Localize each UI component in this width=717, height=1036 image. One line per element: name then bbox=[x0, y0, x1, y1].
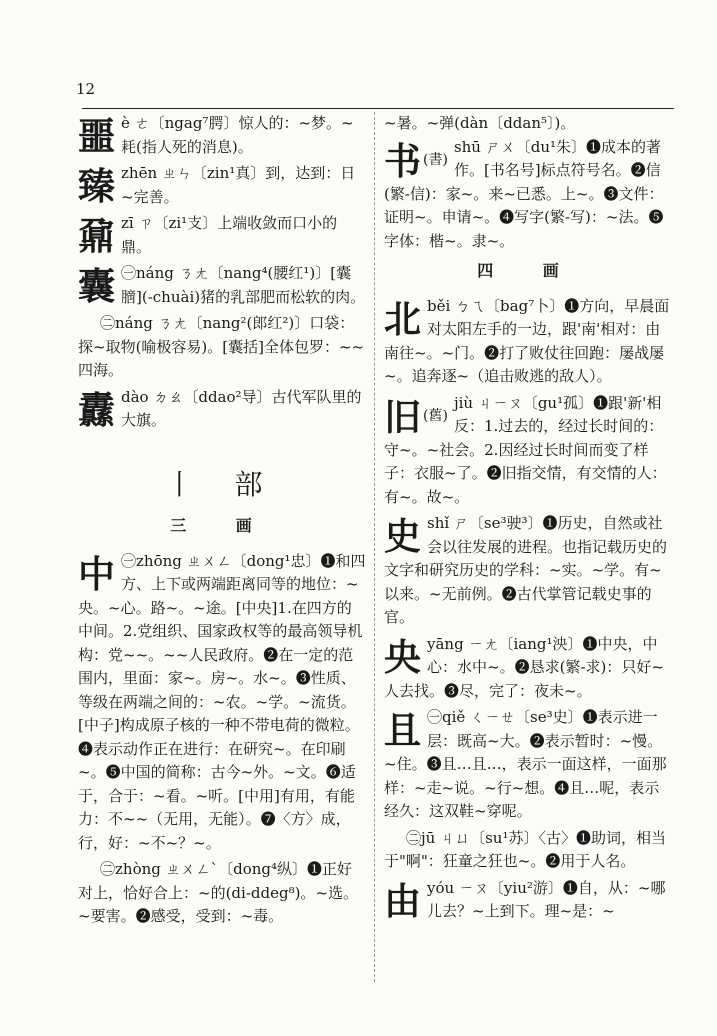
header-rule bbox=[82, 108, 674, 109]
headword: 书 $^{(書)}$ bbox=[384, 138, 448, 183]
headword: 纛 bbox=[78, 387, 115, 432]
headword: 噩 bbox=[78, 114, 115, 158]
entry-text: běi ㄅㄟ〔bag⁷卜〕❶方向，早晨面对太阳左手的一边，跟'南'相对：由南往~。~门。❷打了败仗往回跑：屡战屡~。追奔逐~（追击败逃的敌人）。 bbox=[384, 296, 670, 385]
headword: 旧 $^{(舊)}$ bbox=[384, 394, 448, 439]
headword: 由 bbox=[384, 878, 421, 923]
dict-entry bbox=[78, 262, 366, 309]
entry-sub-reading: ㊁náng ㄋㄤ〔nang²(郎红²)〕口袋：探~取物(喻极容易)。[囊括]全体包罗：~~四海。 bbox=[78, 314, 365, 379]
page-number: 12 bbox=[76, 80, 96, 98]
entry-text: dào ㄉㄠ〔ddao²导〕古代军队里的大旗。 bbox=[121, 387, 362, 429]
continued-text: ~暑。~弹(dàn〔ddan⁵〕)。 bbox=[384, 114, 576, 132]
dict-entry bbox=[384, 706, 674, 824]
dict-entry bbox=[384, 633, 674, 704]
right-column bbox=[384, 112, 674, 927]
entry-text: zhēn ㄓㄣ〔zin¹真〕到，达到：日~完善。 bbox=[121, 164, 356, 206]
stroke-count-heading: 四 画 bbox=[477, 261, 581, 280]
entry-text: ㊀zhōng ㄓㄨㄥ〔dong¹忠〕❶和四方、上下或两端距离同等的地位：~央。~心。路~。~途。[中央]1.在四方的中间。2.党组织、国家政权等的最高领导机构：党~~。~~人民政府。❷在一定的范围内，里面：家~。房~。水~。❸性质、等级在两端之间的：~农。~学。~流货。[中子]构成原子核的一种不带电荷的微粒。❹表示动作正在进行：在研究~。在印刷~。❺中国的简称：古今~外。~文。❻适于，合于：~看。~听。[中用]有用，有能力：不~~（无用，无能）。❼〈方〉成，行，好：~不~？~。 bbox=[78, 551, 366, 852]
entry-text: shū ㄕㄨ〔du¹朱〕❶成本的著作。[书名号]标点符号名。❷信(繁-信)：家~。来~已悉。上~。❸文件：证明~。申请~。❹写字(繁-写)：~法。❺字体：楷~。隶~。 bbox=[384, 137, 664, 250]
entry-sub-reading: ㊁zhòng ㄓㄨㄥˋ〔dong⁴纵〕❶正好对上，恰好合上：~的(di-ddeg⁸)。~选。~要害。❷感受，受到：~毒。 bbox=[78, 860, 359, 925]
traditional-form: (舊) bbox=[423, 407, 448, 424]
entry-text: jiù ㄐㄧㄡ〔gu¹孤〕❶跟'新'相反：1.过去的，经过长时间的：守~。~社会。2.因经过长时间而变了样子：衣服~了。❷旧指交情，有交情的人：有~。故~。 bbox=[384, 393, 667, 506]
traditional-form: (書) bbox=[423, 151, 448, 168]
stroke-count-heading: 三 画 bbox=[170, 516, 274, 535]
headword: 鼐 bbox=[78, 214, 115, 258]
dict-entry bbox=[78, 550, 366, 856]
dict-entry bbox=[78, 212, 366, 259]
left-column bbox=[78, 112, 366, 932]
radical-section-title: 丨 部 bbox=[165, 467, 279, 501]
dict-entry bbox=[384, 136, 674, 254]
entry-text: shǐ ㄕ〔se³驶³〕❶历史，自然或社会以往发展的进程。也指记载历史的文字和研究历史的学科：~实。~学。有~以来。~无前例。❷古代掌管记载史事的官。 bbox=[384, 514, 668, 626]
headword: 央 bbox=[384, 634, 421, 679]
dict-entry bbox=[384, 877, 674, 924]
dict-entry bbox=[78, 386, 366, 433]
dict-entry bbox=[78, 162, 366, 209]
headword: 且 bbox=[384, 708, 421, 752]
headword: 中 bbox=[78, 551, 115, 596]
entry-text: zī ㄗ〔zi¹支〕上端收敛而口小的鼎。 bbox=[121, 214, 338, 256]
entry-text: yóu ㄧㄡ〔yiu²游〕❶自，从：~哪儿去？~上到下。理~是：~ bbox=[427, 878, 666, 920]
entry-text: yāng ㄧㄤ〔iang¹泱〕❶中央，中心：水中~。❷恳求(繁-求)：只好~人去找。❸尽，完了：夜未~。 bbox=[384, 634, 664, 700]
dict-entry bbox=[384, 392, 674, 510]
dict-entry bbox=[384, 295, 674, 389]
headword: 囊 bbox=[78, 264, 115, 308]
entry-text: è ㄜ〔ngag⁷腭〕惊人的：~梦。~耗(指人死的消息)。 bbox=[121, 114, 354, 156]
dict-entry bbox=[384, 512, 674, 630]
column-divider bbox=[374, 112, 375, 982]
headword: 北 bbox=[384, 296, 421, 341]
entry-sub-reading: ㊁jū ㄐㄩ〔su¹苏〕〈古〉❶助词，相当于"啊"：狂童之狂也~。❷用于人名。 bbox=[384, 828, 666, 870]
entry-text: ㊀qiě ㄑㄧㄝ〔se³史〕❶表示进一层：既高~大。❷表示暂时：~慢。~住。❸且…且…，表示一面这样，一面那样：~走~说。~行~想。❹且…呢，表示经久：这双鞋~穿呢。 bbox=[384, 708, 667, 820]
entry-text: ㊀náng ㄋㄤ〔nang⁴(腰红¹)〕[囊膪](-chuài)猪的乳部肥而松软的肉。 bbox=[121, 264, 366, 306]
dict-entry bbox=[78, 112, 366, 159]
headword: 臻 bbox=[78, 164, 115, 208]
headword: 史 bbox=[384, 514, 421, 558]
